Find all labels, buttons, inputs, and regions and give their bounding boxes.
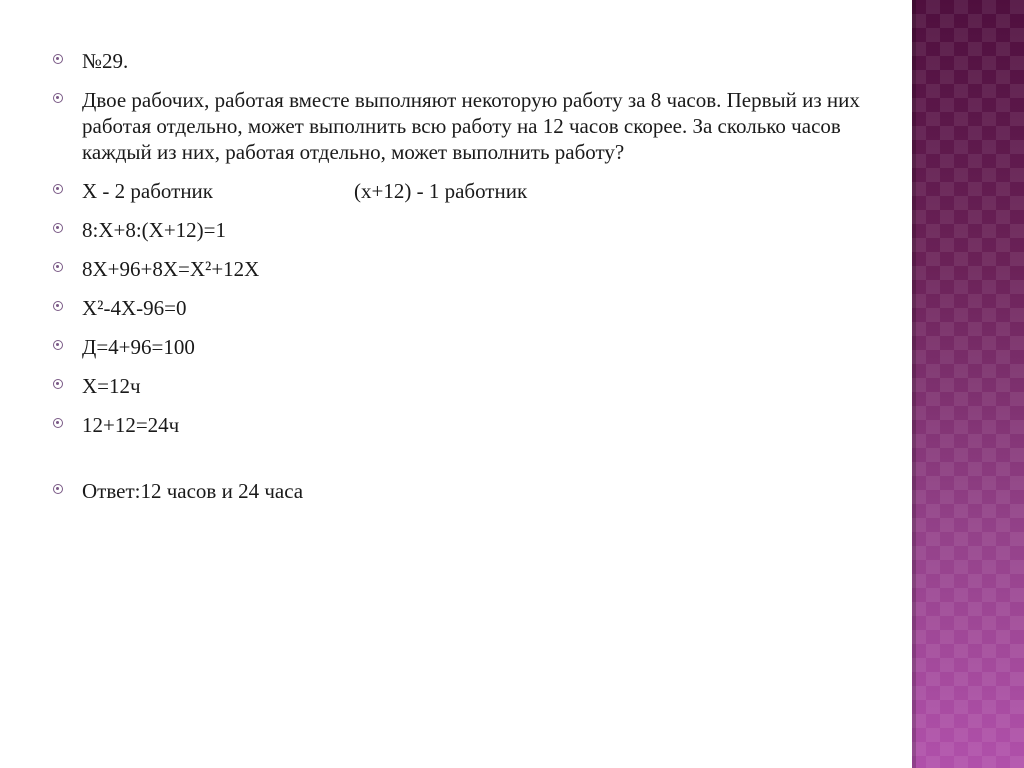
circle-bullet-icon (53, 93, 63, 103)
circle-bullet-icon (53, 301, 63, 311)
bullet-item-root (52, 373, 862, 399)
variable-worker-2: Х - 2 работник (82, 179, 213, 203)
circle-bullet-icon (53, 484, 63, 494)
bullet-item-second-worker (52, 412, 862, 438)
bullet-list (52, 48, 862, 504)
bullet-text: 8Х+96+8Х=Х²+12Х (82, 257, 260, 281)
bullet-item-expanded-equation (52, 256, 862, 282)
circle-bullet-icon (53, 340, 63, 350)
side-panel-edge (912, 0, 916, 768)
bullet-text: Двое рабочих, работая вместе выполняют некоторую работу за 8 часов. Первый из них работая отдельно, может выполнить всю работу на 12 часов скорее. За сколько часов каждый из них, работая отдельно, может выполнить работу? (82, 88, 860, 164)
circle-bullet-icon (53, 262, 63, 272)
bullet-text: Х²-4Х-96=0 (82, 296, 187, 320)
circle-bullet-icon (53, 184, 63, 194)
bullet-item-equation (52, 217, 862, 243)
bullet-text: Д=4+96=100 (82, 335, 195, 359)
bullet-item-variables (52, 178, 862, 204)
bullet-item-answer (52, 478, 862, 504)
slide-content (52, 48, 862, 517)
bullet-text: 12+12=24ч (82, 413, 180, 437)
bullet-text: 8:Х+8:(Х+12)=1 (82, 218, 227, 242)
circle-bullet-icon (53, 379, 63, 389)
bullet-text: Х=12ч (82, 374, 141, 398)
variable-worker-1: (х+12) - 1 работник (354, 179, 528, 203)
circle-bullet-icon (53, 418, 63, 428)
circle-bullet-icon (53, 54, 63, 64)
bullet-item-problem-number (52, 48, 862, 74)
bullet-item-discriminant (52, 334, 862, 360)
bullet-item-quadratic (52, 295, 862, 321)
bullet-text: №29. (82, 49, 129, 73)
answer-text: Ответ:12 часов и 24 часа (82, 479, 304, 503)
decorative-side-panel (912, 0, 1024, 768)
bullet-item-problem-statement (52, 87, 862, 165)
circle-bullet-icon (53, 223, 63, 233)
